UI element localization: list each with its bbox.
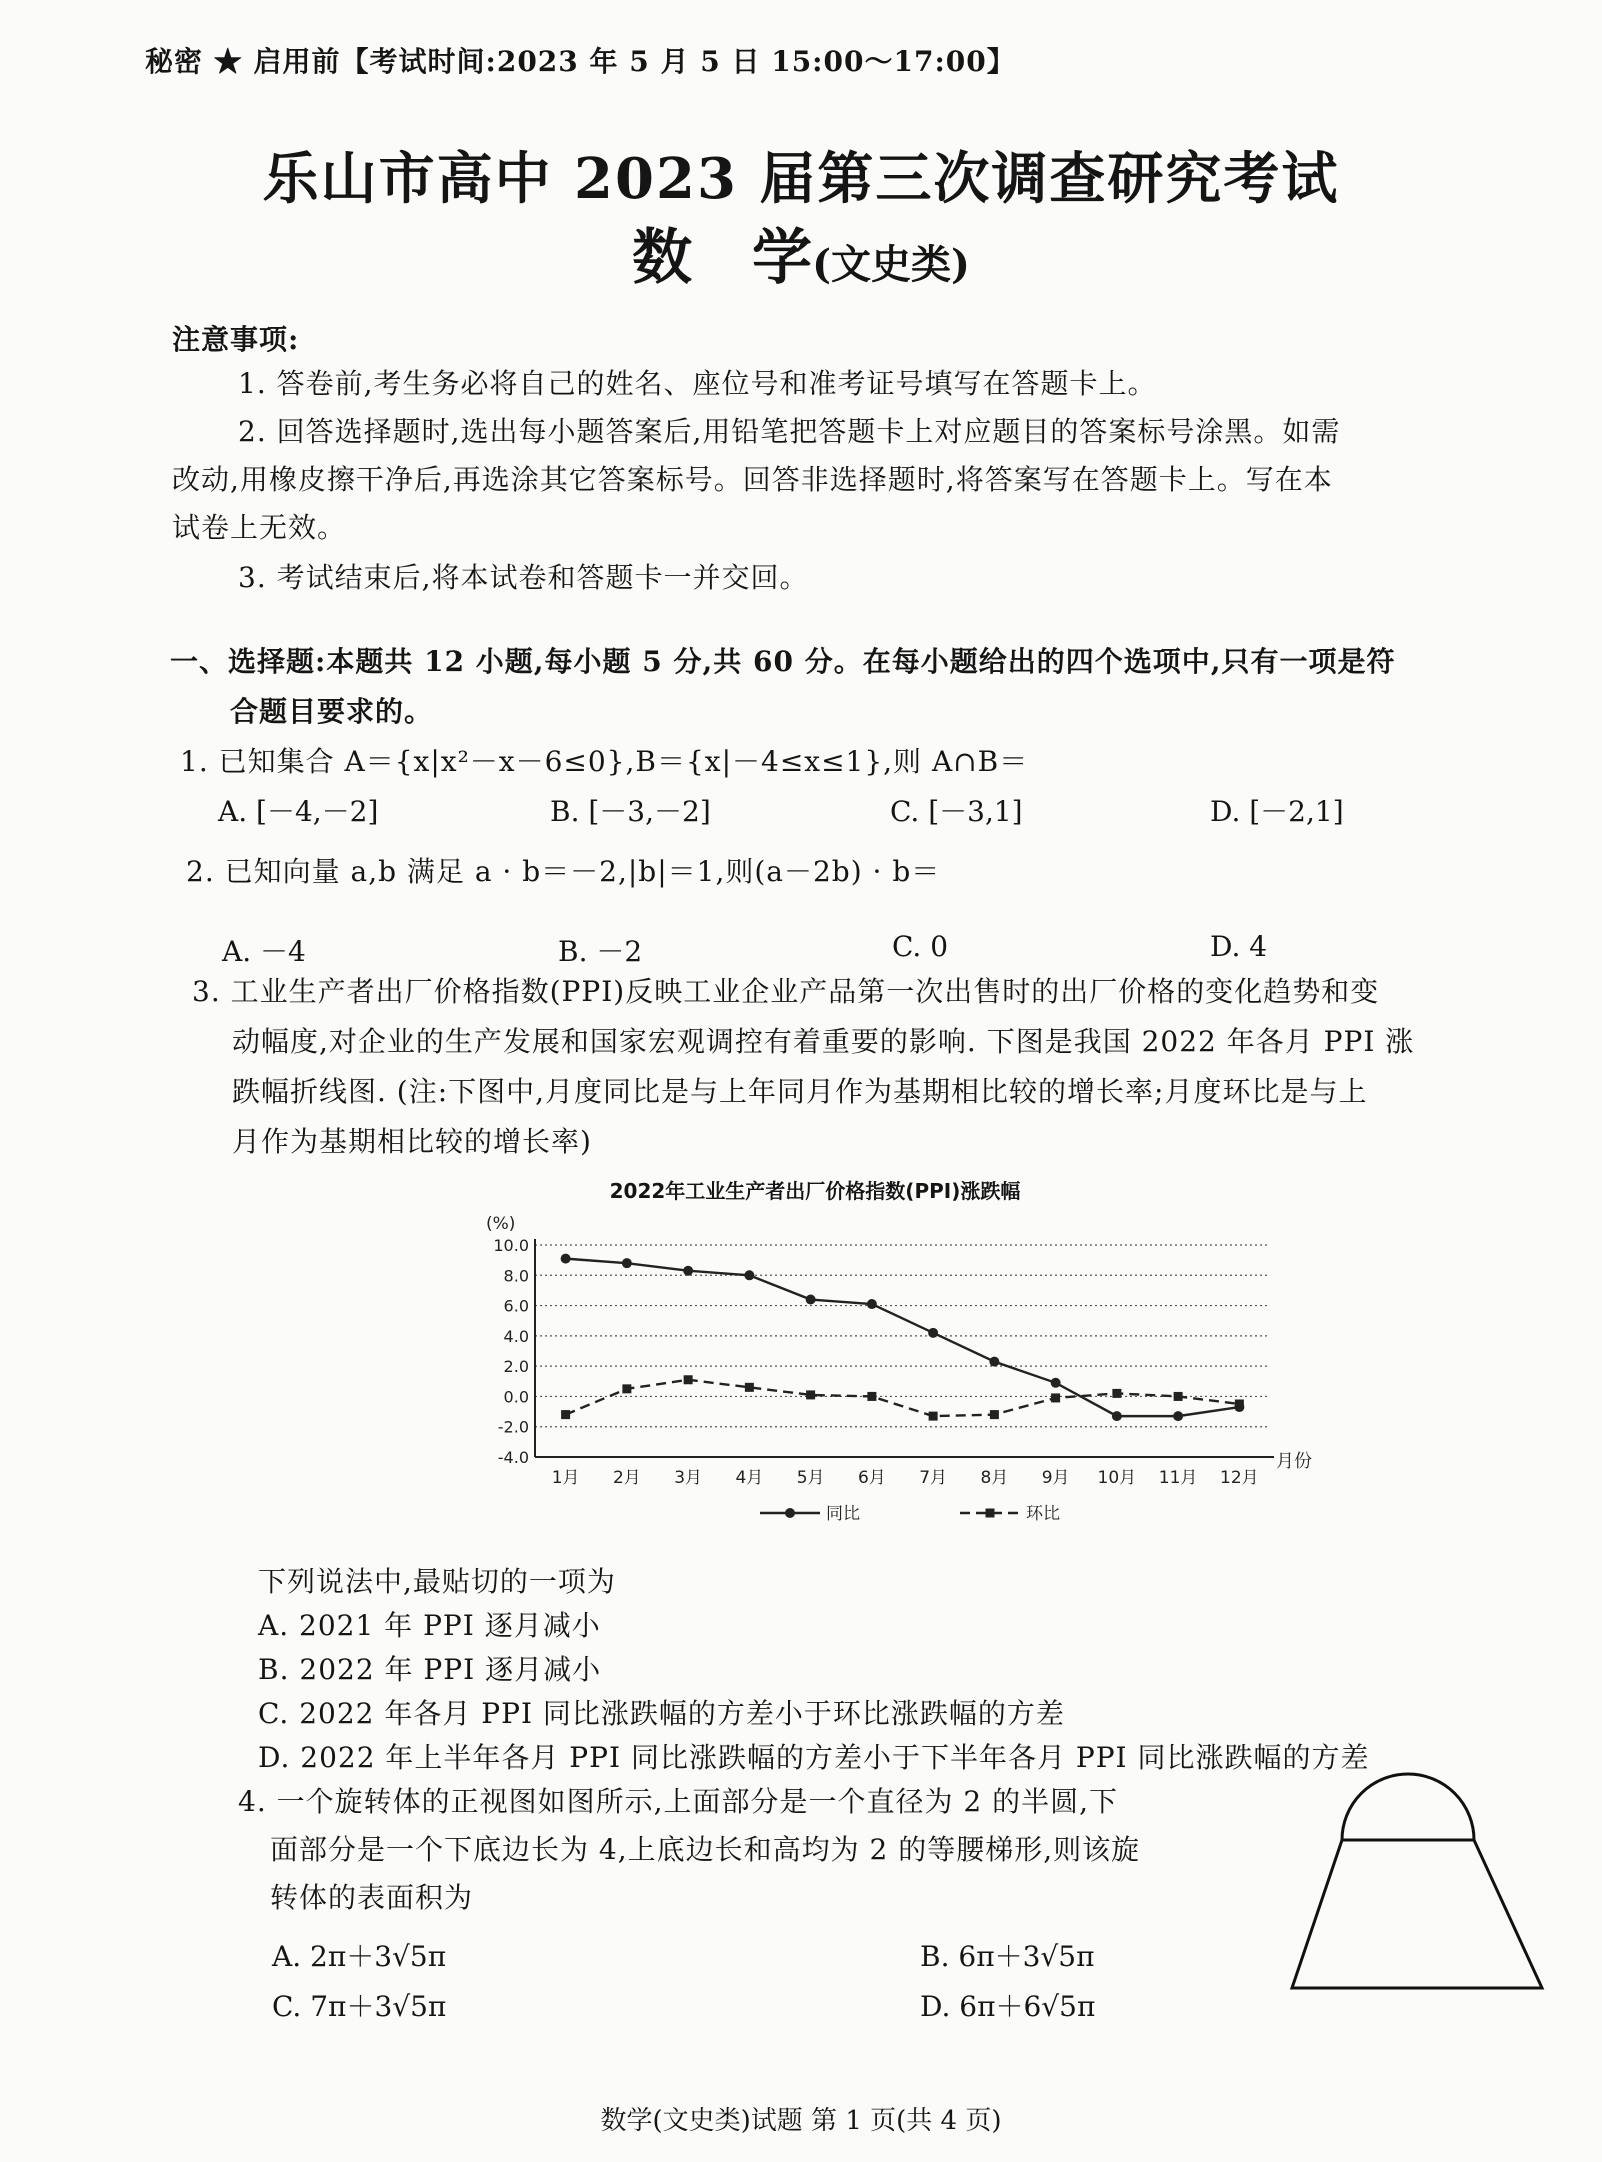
yoy-data-point bbox=[683, 1266, 693, 1276]
mom-data-point bbox=[622, 1384, 631, 1393]
legend-marker-mom bbox=[986, 1509, 995, 1518]
mom-data-point bbox=[1174, 1392, 1183, 1401]
y-tick-label: 2.0 bbox=[503, 1357, 529, 1377]
x-tick-label: 3月 bbox=[674, 1468, 703, 1488]
x-tick-label: 12月 bbox=[1220, 1468, 1259, 1488]
q3-option-b: B. 2022 年 PPI 逐月减小 bbox=[258, 1653, 602, 1686]
mom-data-point bbox=[1112, 1389, 1121, 1398]
question-3-line-4: 月作为基期相比较的增长率) bbox=[232, 1125, 592, 1158]
confidential-header: 秘密 ★ 启用前【考试时间:2023 年 5 月 5 日 15:00～17:00】 bbox=[145, 45, 1016, 78]
mom-data-point bbox=[806, 1390, 815, 1399]
series-line-yoy bbox=[566, 1259, 1240, 1416]
page-footer: 数学(文史类)试题 第 1 页(共 4 页) bbox=[600, 2106, 1002, 2136]
q3-option-a: A. 2021 年 PPI 逐月减小 bbox=[258, 1609, 601, 1642]
x-tick-label: 10月 bbox=[1097, 1468, 1137, 1488]
question-3-line-3: 跌幅折线图. (注:下图中,月度同比是与上年同月作为基期相比较的增长率;月度环比是与上 bbox=[232, 1075, 1368, 1108]
y-tick-label: -2.0 bbox=[497, 1417, 529, 1437]
yoy-data-point bbox=[744, 1270, 754, 1280]
q2-option-c: C. 0 bbox=[892, 930, 949, 963]
question-1-stem: 1. 已知集合 A＝{x|x²－x－6≤0},B＝{x|－4≤x≤1},则 A∩B＝ bbox=[180, 745, 1029, 778]
exam-subject bbox=[0, 210, 1602, 296]
yoy-data-point bbox=[1173, 1411, 1183, 1421]
x-tick-label: 4月 bbox=[735, 1468, 764, 1488]
question-3-prompt: 下列说法中,最贴切的一项为 bbox=[258, 1565, 616, 1598]
yoy-data-point bbox=[867, 1299, 877, 1309]
series-line-mom bbox=[566, 1380, 1240, 1416]
yoy-data-point bbox=[622, 1258, 632, 1268]
x-tick-label: 9月 bbox=[1041, 1468, 1070, 1488]
ppi-line-chart bbox=[440, 1195, 1320, 1545]
yoy-data-point bbox=[989, 1357, 999, 1367]
x-tick-label: 2月 bbox=[612, 1468, 641, 1488]
notice-item-1: 1. 答卷前,考生务必将自己的姓名、座位号和准考证号填写在答题卡上。 bbox=[238, 367, 1157, 400]
solid-front-view-figure bbox=[1280, 1760, 1570, 2010]
question-2-stem: 2. 已知向量 a,b 满足 a · b＝－2,|b|＝1,则(a－2b) · b＝ bbox=[186, 855, 941, 888]
q2-option-b: B. －2 bbox=[558, 935, 643, 968]
legend-label-yoy: 同比 bbox=[826, 1504, 860, 1524]
mom-data-point bbox=[867, 1392, 876, 1401]
semicircle-shape bbox=[1342, 1774, 1474, 1840]
mom-data-point bbox=[745, 1383, 754, 1392]
yoy-data-point bbox=[561, 1254, 571, 1264]
chart-grid bbox=[535, 1245, 1270, 1457]
notice-heading: 注意事项: bbox=[172, 323, 300, 356]
y-tick-label: 6.0 bbox=[503, 1296, 529, 1316]
x-axis-label: 月份 bbox=[1276, 1451, 1312, 1472]
chart-title: 2022年工业生产者出厂价格指数(PPI)涨跌幅 bbox=[609, 1179, 1021, 1203]
x-tick-labels bbox=[552, 1468, 1259, 1488]
notice-item-2-end: 试卷上无效。 bbox=[172, 511, 347, 544]
q1-option-d: D. [－2,1] bbox=[1210, 795, 1344, 828]
q1-option-a: A. [－4,－2] bbox=[218, 795, 379, 828]
question-4-line-2: 面部分是一个下底边长为 4,上底边长和高均为 2 的等腰梯形,则该旋 bbox=[270, 1833, 1141, 1866]
y-tick-label: 0.0 bbox=[503, 1387, 529, 1407]
q4-option-d: D. 6π＋6√5π bbox=[920, 1990, 1096, 2023]
mom-data-point bbox=[929, 1412, 938, 1421]
x-tick-label: 5月 bbox=[796, 1468, 825, 1488]
question-4-line-1: 4. 一个旋转体的正视图如图所示,上面部分是一个直径为 2 的半圆,下 bbox=[238, 1785, 1119, 1818]
question-3-line-2: 动幅度,对企业的生产发展和国家宏观调控有着重要的影响. 下图是我国 2022 年各月 PPI 涨 bbox=[232, 1025, 1415, 1058]
q4-option-c: C. 7π＋3√5π bbox=[272, 1990, 447, 2023]
section-heading-cont: 合题目要求的。 bbox=[230, 695, 434, 728]
q1-option-b: B. [－3,－2] bbox=[550, 795, 711, 828]
mom-data-point bbox=[1235, 1400, 1244, 1409]
yoy-data-point bbox=[1112, 1411, 1122, 1421]
chart-axes bbox=[535, 1239, 1274, 1457]
x-tick-label: 1月 bbox=[551, 1468, 580, 1488]
yoy-data-point bbox=[806, 1295, 816, 1305]
exam-title: 乐山市高中 2023 届第三次调查研究考试 bbox=[262, 146, 1340, 212]
mom-data-point bbox=[1051, 1393, 1060, 1402]
notice-item-3: 3. 考试结束后,将本试卷和答题卡一并交回。 bbox=[238, 561, 809, 594]
legend-marker-yoy bbox=[785, 1508, 795, 1518]
q3-option-c: C. 2022 年各月 PPI 同比涨跌幅的方差小于环比涨跌幅的方差 bbox=[258, 1697, 1065, 1730]
x-tick-label: 8月 bbox=[980, 1468, 1009, 1488]
subject-name: 数 学 bbox=[632, 223, 813, 293]
q1-option-c: C. [－3,1] bbox=[890, 795, 1023, 828]
mom-data-point bbox=[684, 1375, 693, 1384]
q4-option-a: A. 2π＋3√5π bbox=[272, 1940, 447, 1973]
y-tick-label: 10.0 bbox=[493, 1236, 529, 1255]
notice-item-2: 2. 回答选择题时,选出每小题答案后,用铅笔把答题卡上对应题目的答案标号涂黑。如需 bbox=[238, 415, 1341, 448]
q4-option-b: B. 6π＋3√5π bbox=[920, 1940, 1095, 1973]
legend-label-mom: 环比 bbox=[1026, 1504, 1060, 1524]
notice-item-2-cont: 改动,用橡皮擦干净后,再选涂其它答案标号。回答非选择题时,将答案写在答题卡上。写在本 bbox=[172, 463, 1333, 496]
yoy-data-point bbox=[1051, 1378, 1061, 1388]
y-axis-unit-label: (%) bbox=[486, 1214, 516, 1234]
question-4-line-3: 转体的表面积为 bbox=[270, 1881, 474, 1914]
mom-data-point bbox=[561, 1410, 570, 1419]
y-tick-label: 8.0 bbox=[503, 1266, 529, 1286]
q2-option-a: A. －4 bbox=[222, 935, 306, 968]
trapezoid-shape bbox=[1292, 1840, 1542, 1988]
q3-option-d: D. 2022 年上半年各月 PPI 同比涨跌幅的方差小于下半年各月 PPI 同比涨跌幅的方差 bbox=[258, 1741, 1370, 1774]
y-tick-label: -4.0 bbox=[497, 1448, 529, 1467]
question-3-line-1: 3. 工业生产者出厂价格指数(PPI)反映工业企业产品第一次出售时的出厂价格的变化趋势和变 bbox=[192, 975, 1380, 1008]
chart-legend bbox=[760, 1504, 1060, 1524]
mom-data-point bbox=[990, 1410, 999, 1419]
x-tick-label: 11月 bbox=[1158, 1468, 1198, 1488]
x-tick-label: 6月 bbox=[857, 1468, 886, 1488]
yoy-data-point bbox=[928, 1328, 938, 1338]
q2-option-d: D. 4 bbox=[1210, 930, 1268, 963]
subject-category: (文史类) bbox=[812, 241, 970, 288]
y-tick-labels bbox=[493, 1236, 529, 1467]
x-tick-label: 7月 bbox=[919, 1468, 948, 1488]
y-tick-label: 4.0 bbox=[503, 1326, 529, 1346]
section-heading: 一、选择题:本题共 12 小题,每小题 5 分,共 60 分。在每小题给出的四个选项中,只有一项是符 bbox=[170, 645, 1396, 678]
